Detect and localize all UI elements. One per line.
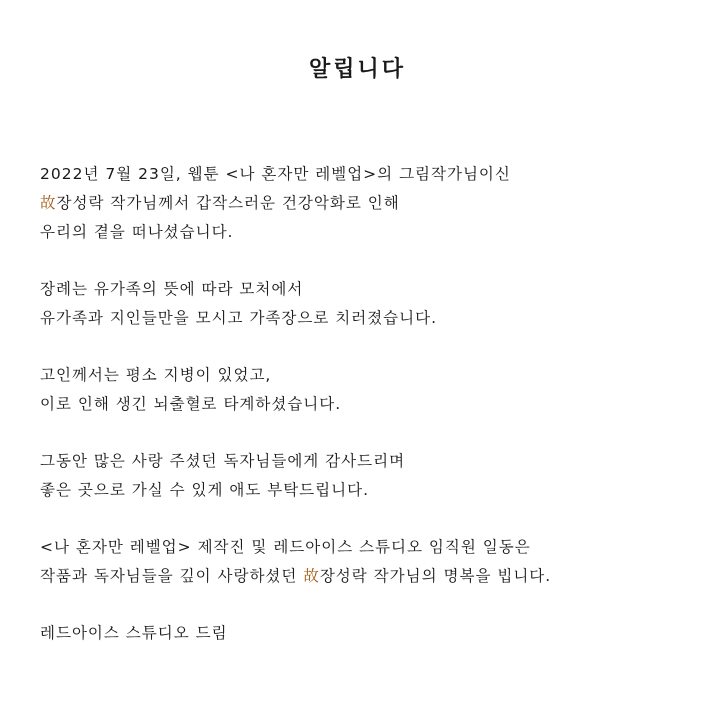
text-line [40,218,690,247]
text-line [40,275,690,304]
paragraph [40,447,690,505]
text-segment: 고인께서는 평소 지병이 있었고, [40,366,272,384]
text-line [40,476,690,505]
paragraph [40,275,690,333]
text-segment: 우리의 곁을 떠나셨습니다. [40,223,234,241]
text-segment: 장례는 유가족의 뜻에 따라 모처에서 [40,280,304,298]
text-line [40,533,690,562]
paragraph [40,361,690,419]
text-segment: 작품과 독자님들을 깊이 사랑하셨던 [40,567,304,585]
text-segment: 장성락 작가님께서 갑작스러운 건강악화로 인해 [56,194,400,212]
paragraph [40,160,690,247]
text-segment: 유가족과 지인들만을 모시고 가족장으로 치러졌습니다. [40,309,438,327]
text-segment: 장성락 작가님의 명복을 빕니다. [319,567,552,585]
text-line [40,361,690,390]
text-segment: 그동안 많은 사랑 주셨던 독자님들에게 감사드리며 [40,452,406,470]
paragraph [40,533,690,591]
signature: 레드아이스 스튜디오 드림 [40,624,228,642]
text-line [40,390,690,419]
text-line [40,160,690,189]
notice-body [40,160,690,648]
text-line [40,562,690,591]
text-line [40,304,690,333]
text-line [40,447,690,476]
text-segment: <나 혼자만 레벨업> 제작진 및 레드아이스 스튜디오 임직원 일동은 [40,538,531,556]
text-segment: 2022년 7월 23일, 웹툰 <나 혼자만 레벨업>의 그림작가님이신 [40,165,511,183]
hanja-character: 故 [303,567,320,585]
notice-title: 알립니다 [308,57,406,82]
text-line [40,189,690,218]
paragraph-list [40,160,690,591]
hanja-character: 故 [40,194,57,212]
text-segment: 이로 인해 생긴 뇌출혈로 타계하셨습니다. [40,395,342,413]
text-segment: 좋은 곳으로 가실 수 있게 애도 부탁드립니다. [40,481,370,499]
